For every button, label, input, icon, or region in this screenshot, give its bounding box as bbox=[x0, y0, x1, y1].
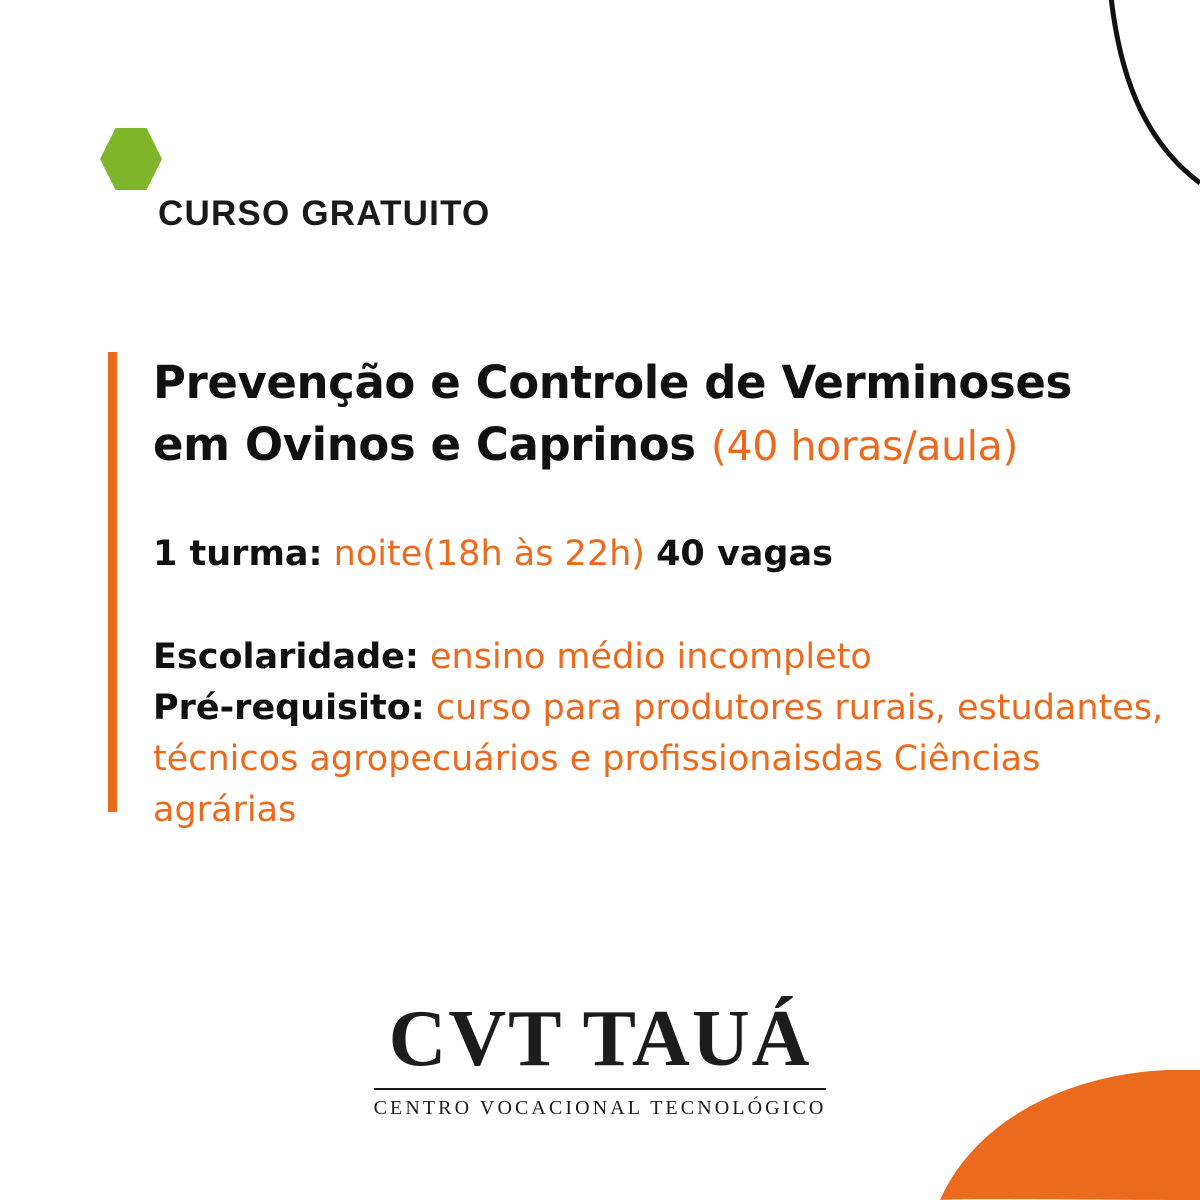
escolaridade-row bbox=[153, 632, 1178, 683]
logo bbox=[0, 995, 1200, 1120]
prerequisito-label: Pré-requisito: bbox=[153, 687, 425, 728]
course-title-line2: em Ovinos e Caprinos bbox=[153, 418, 696, 472]
logo-name: CVT TAUÁ bbox=[388, 995, 812, 1083]
turma-value: noite(18h às 22h) bbox=[333, 534, 645, 575]
logo-divider bbox=[374, 1088, 826, 1090]
course-title-line1: Prevenção e Controle de Verminoses bbox=[153, 356, 1072, 409]
prerequisito-row bbox=[153, 683, 1178, 836]
decorative-curve-top-icon bbox=[640, 0, 1200, 298]
logo-subtitle: CENTRO VOCACIONAL TECNOLÓGICO bbox=[373, 1097, 827, 1119]
vagas-value: 40 vagas bbox=[656, 534, 833, 575]
turma-row bbox=[153, 532, 1178, 578]
course-workload: (40 horas/aula) bbox=[710, 422, 1018, 471]
turma-label: 1 turma: bbox=[153, 534, 323, 575]
course-info-block bbox=[108, 352, 1178, 836]
escolaridade-value: ensino médio incompleto bbox=[430, 636, 872, 677]
kicker-label: CURSO GRATUITO bbox=[158, 194, 491, 233]
hexagon-icon bbox=[100, 128, 162, 190]
requirements-block bbox=[153, 632, 1178, 836]
prerequisito-value: curso para produtores rurais, estudantes, técnicos agropecuários e profissionaisdas Ciências agrárias bbox=[153, 687, 1164, 830]
escolaridade-label: Escolaridade: bbox=[153, 636, 419, 677]
accent-bar bbox=[108, 352, 117, 812]
poster-header bbox=[100, 128, 494, 233]
page-title bbox=[153, 352, 1178, 476]
